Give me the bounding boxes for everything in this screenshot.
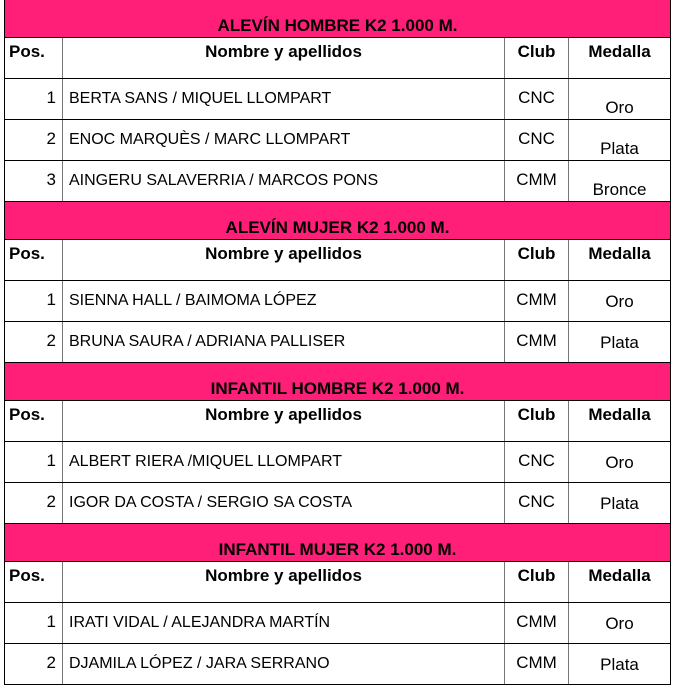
column-header-row xyxy=(4,401,671,442)
cell-club: CMM xyxy=(505,161,569,201)
cell-club: CNC xyxy=(505,483,569,523)
header-pos: Pos. xyxy=(5,562,63,602)
cell-name: ENOC MARQUÈS / MARC LLOMPART xyxy=(63,120,505,160)
section-title: INFANTIL MUJER K2 1.000 M. xyxy=(4,524,671,562)
cell-name: ALBERT RIERA /MIQUEL LLOMPART xyxy=(63,442,505,482)
cell-pos: 1 xyxy=(5,79,63,119)
header-name: Nombre y apellidos xyxy=(63,562,505,602)
header-medal: Medalla xyxy=(588,566,651,585)
cell-medal: Oro xyxy=(605,98,634,117)
cell-pos: 1 xyxy=(5,281,63,321)
cell-pos: 3 xyxy=(5,161,63,201)
header-pos: Pos. xyxy=(5,38,63,78)
cell-club: CMM xyxy=(505,281,569,321)
column-header-row xyxy=(4,240,671,281)
header-club: Club xyxy=(505,562,569,602)
section-title: ALEVÍN HOMBRE K2 1.000 M. xyxy=(4,0,671,38)
cell-name: IGOR DA COSTA / SERGIO SA COSTA xyxy=(63,483,505,523)
header-pos: Pos. xyxy=(5,401,63,441)
header-medal: Medalla xyxy=(588,244,651,263)
cell-club: CNC xyxy=(505,120,569,160)
table-row xyxy=(4,442,671,483)
table-row xyxy=(4,161,671,202)
cell-name: SIENNA HALL / BAIMOMA LÓPEZ xyxy=(63,281,505,321)
cell-club: CMM xyxy=(505,644,569,684)
table-row xyxy=(4,79,671,120)
cell-club: CMM xyxy=(505,322,569,362)
table-row xyxy=(4,281,671,322)
cell-club: CMM xyxy=(505,603,569,643)
column-header-row xyxy=(4,562,671,603)
cell-medal: Plata xyxy=(600,333,639,352)
header-club: Club xyxy=(505,401,569,441)
cell-pos: 1 xyxy=(5,603,63,643)
cell-club: CNC xyxy=(505,79,569,119)
header-medal: Medalla xyxy=(588,42,651,61)
cell-name: DJAMILA LÓPEZ / JARA SERRANO xyxy=(63,644,505,684)
header-club: Club xyxy=(505,240,569,280)
cell-medal: Oro xyxy=(605,614,634,633)
header-pos: Pos. xyxy=(5,240,63,280)
header-name: Nombre y apellidos xyxy=(63,401,505,441)
table-row xyxy=(4,644,671,685)
cell-pos: 2 xyxy=(5,120,63,160)
cell-medal: Oro xyxy=(605,453,634,472)
cell-pos: 1 xyxy=(5,442,63,482)
cell-club: CNC xyxy=(505,442,569,482)
table-row xyxy=(4,120,671,161)
cell-medal: Plata xyxy=(600,494,639,513)
header-name: Nombre y apellidos xyxy=(63,38,505,78)
table-row xyxy=(4,322,671,363)
cell-medal: Plata xyxy=(600,139,639,158)
cell-medal: Bronce xyxy=(592,180,647,199)
header-medal: Medalla xyxy=(588,405,651,424)
cell-pos: 2 xyxy=(5,483,63,523)
table-row xyxy=(4,483,671,524)
cell-name: AINGERU SALAVERRIA / MARCOS PONS xyxy=(63,161,505,201)
cell-name: BERTA SANS / MIQUEL LLOMPART xyxy=(63,79,505,119)
header-name: Nombre y apellidos xyxy=(63,240,505,280)
results-sheet xyxy=(4,0,671,685)
column-header-row xyxy=(4,38,671,79)
cell-name: IRATI VIDAL / ALEJANDRA MARTÍN xyxy=(63,603,505,643)
cell-pos: 2 xyxy=(5,322,63,362)
cell-medal: Plata xyxy=(600,655,639,674)
cell-pos: 2 xyxy=(5,644,63,684)
header-club: Club xyxy=(505,38,569,78)
cell-medal: Oro xyxy=(605,292,634,311)
section-title: ALEVÍN MUJER K2 1.000 M. xyxy=(4,202,671,240)
section-title: INFANTIL HOMBRE K2 1.000 M. xyxy=(4,363,671,401)
cell-name: BRUNA SAURA / ADRIANA PALLISER xyxy=(63,322,505,362)
table-row xyxy=(4,603,671,644)
